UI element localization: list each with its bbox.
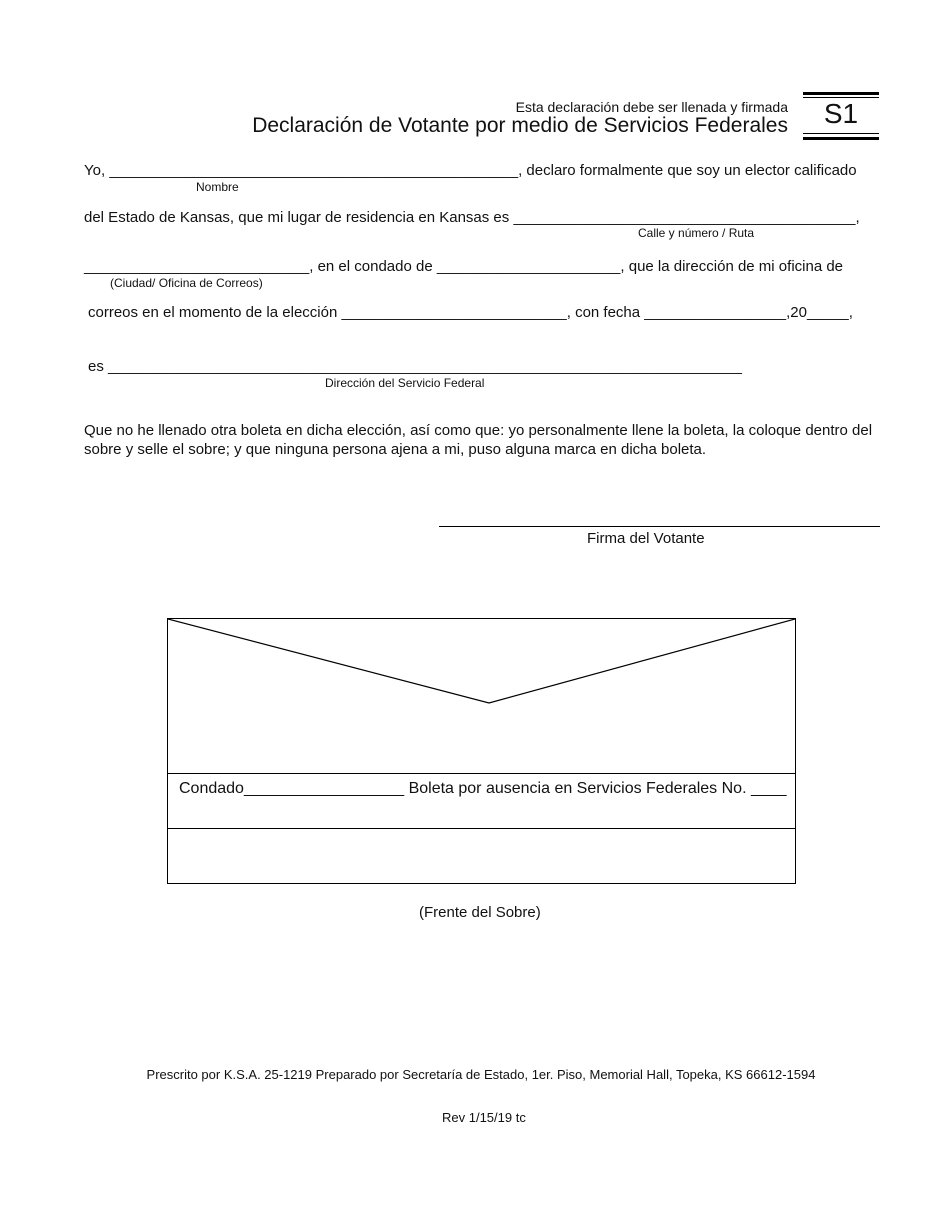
mail-text: correos en el momento de la elección	[88, 304, 338, 321]
city-caption: (Ciudad/ Oficina de Correos)	[110, 276, 263, 290]
form-title: Declaración de Votante por medio de Servicios Federales	[252, 114, 788, 137]
date-text: , con fecha	[566, 304, 641, 321]
date-field[interactable]: _________________	[644, 304, 787, 321]
envelope-blank-row	[168, 828, 795, 884]
county-text: , en el condado de	[309, 258, 433, 275]
name-prefix: Yo,	[84, 162, 106, 179]
residence-line	[84, 209, 860, 226]
form-subtitle: Esta declaración debe ser llenada y firmada	[515, 99, 788, 115]
city-county-line	[84, 258, 843, 275]
federal-address-line	[88, 358, 742, 375]
federal-caption: Dirección del Servicio Federal	[325, 376, 485, 390]
federal-address-field[interactable]: ____________________________________________________________________________	[108, 358, 743, 375]
line-end-comma: ,	[848, 304, 853, 321]
signature-label: Firma del Votante	[587, 530, 705, 547]
county-field[interactable]: ______________________	[436, 258, 621, 275]
name-field[interactable]: _________________________________________________	[109, 162, 519, 179]
mail-office-text: , que la dirección de mi oficina de	[620, 258, 844, 275]
name-suffix: , declaro formalmente que soy un elector calificado	[518, 162, 857, 179]
declaration-paragraph: Que no he llenado otra boleta en dicha elección, así como que: yo personalmente llene la boleta, la coloque dentro del sobre y selle el sobre; y que ninguna persona ajena a mi, puso alguna marca en dicha boleta.	[84, 422, 873, 458]
name-caption: Nombre	[196, 180, 239, 194]
envelope-caption: (Frente del Sobre)	[419, 904, 541, 921]
envelope-front	[167, 618, 796, 884]
name-line	[84, 162, 857, 179]
federal-prefix: es	[88, 358, 104, 375]
envelope-info-row	[168, 773, 795, 829]
mail-address-field[interactable]: ___________________________	[341, 304, 567, 321]
city-field[interactable]: ___________________________	[84, 258, 310, 275]
residence-text: del Estado de Kansas, que mi lugar de residencia en Kansas es	[84, 209, 510, 226]
footer-revision: Rev 1/15/19 tc	[442, 1110, 526, 1125]
form-code-box	[803, 92, 879, 140]
form-code: S1	[823, 98, 859, 129]
street-caption: Calle y número / Ruta	[638, 226, 755, 240]
year-prefix: ,20	[786, 304, 807, 321]
signature-line[interactable]	[439, 526, 880, 527]
envelope-flap	[168, 619, 795, 773]
footer-prescribed-text: Prescrito por K.S.A. 25-1219 Preparado por Secretaría de Estado, 1er. Piso, Memorial Hall, Topeka, KS 66612-1594	[146, 1067, 816, 1082]
year-field[interactable]: _____	[806, 304, 849, 321]
footer-prescribed	[0, 1067, 950, 1082]
envelope-county-ballot-text: Condado__________________ Boleta por ausencia en Servicios Federales No. ____	[179, 780, 787, 797]
mail-address-line	[88, 304, 853, 321]
residence-field[interactable]: _________________________________________,	[513, 209, 860, 226]
